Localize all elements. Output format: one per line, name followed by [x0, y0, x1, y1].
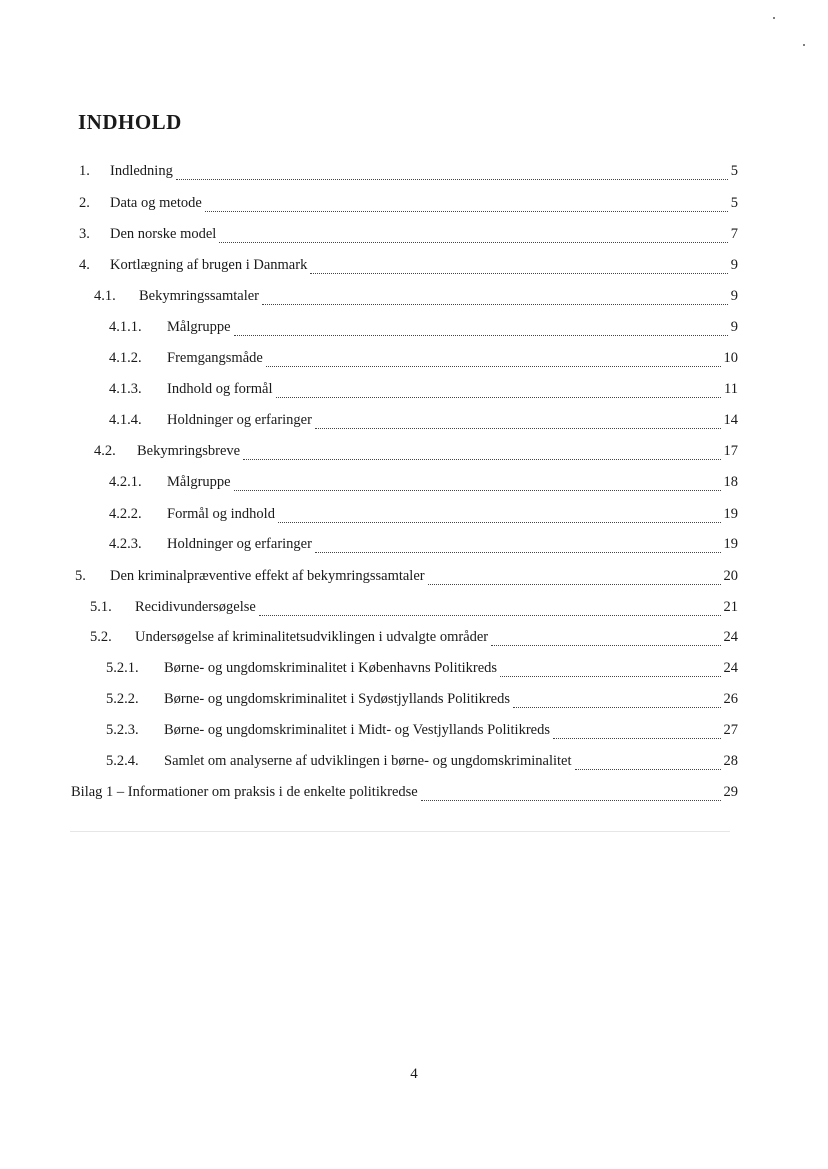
- dot-leader: [500, 676, 720, 677]
- toc-entry[interactable]: [94, 443, 738, 465]
- toc-entry[interactable]: [79, 226, 738, 248]
- dot-leader: [176, 179, 728, 180]
- toc-entry-page: 14: [723, 412, 738, 428]
- toc-entry[interactable]: [106, 722, 738, 744]
- toc-entry-label: Formål og indhold: [167, 506, 275, 522]
- toc-entry-number: 4.: [79, 257, 90, 273]
- toc-entry-page: 24: [723, 660, 738, 676]
- toc-entry-page: 26: [723, 691, 738, 707]
- toc-entry-label: Målgruppe: [167, 319, 231, 335]
- toc-entry[interactable]: [109, 474, 738, 496]
- toc-entry-label: Recidivundersøgelse: [135, 599, 256, 615]
- toc-entry-page: 9: [730, 288, 738, 304]
- toc-entry-number: 4.2.3.: [109, 536, 142, 552]
- dot-leader: [310, 273, 727, 274]
- toc-entry-label: Den kriminalpræventive effekt af bekymringssamtaler: [110, 568, 425, 584]
- dot-leader: [266, 366, 721, 367]
- toc-entry[interactable]: [75, 568, 738, 590]
- toc-entry-page: 17: [723, 443, 738, 459]
- toc-entry-label: Undersøgelse af kriminalitetsudviklingen i udvalgte områder: [135, 629, 489, 645]
- toc-entry[interactable]: [90, 629, 738, 651]
- toc-entry-number: 5.2.1.: [106, 660, 139, 676]
- toc-entry-label: Kortlægning af brugen i Danmark: [110, 257, 308, 273]
- toc-entry-number: 4.1.2.: [109, 350, 142, 366]
- toc-entry[interactable]: [79, 195, 738, 217]
- dot-leader: [553, 738, 721, 739]
- toc-entry[interactable]: [106, 660, 738, 682]
- toc-entry-page: 24: [723, 629, 738, 645]
- toc-entry-page: 27: [723, 722, 738, 738]
- toc-entry-label: Børne- og ungdomskriminalitet i Københavns Politikreds: [164, 660, 498, 676]
- toc-entry-page: 11: [724, 381, 738, 397]
- toc-entry-number: 5.: [75, 568, 86, 584]
- scan-speck: [773, 17, 775, 19]
- toc-entry[interactable]: [79, 163, 738, 185]
- toc-entry-page: 9: [730, 319, 738, 335]
- page-number: 4: [410, 1066, 418, 1082]
- dot-leader: [259, 615, 721, 616]
- toc-entry-label: Den norske model: [110, 226, 217, 242]
- dot-leader: [575, 769, 721, 770]
- toc-entry-number: 4.2.: [94, 443, 116, 459]
- toc-entry[interactable]: [79, 257, 738, 279]
- toc-entry-label: Målgruppe: [167, 474, 231, 490]
- toc-heading: INDHOLD: [78, 110, 182, 134]
- dot-leader: [315, 428, 721, 429]
- dot-leader: [243, 459, 720, 460]
- toc-entry-label: Holdninger og erfaringer: [167, 412, 312, 428]
- toc-entry[interactable]: [109, 350, 738, 372]
- toc-entry-number: 4.1.4.: [109, 412, 142, 428]
- toc-entry-label: Indhold og formål: [167, 381, 273, 397]
- toc-entry-page: 7: [730, 226, 738, 242]
- toc-entry-label: Bekymringssamtaler: [139, 288, 260, 304]
- dot-leader: [262, 304, 728, 305]
- scan-speck: [803, 44, 805, 46]
- toc-entry-number: 5.2.2.: [106, 691, 139, 707]
- toc-entry-number: 5.2.3.: [106, 722, 139, 738]
- toc-entry-number: 4.1.: [94, 288, 116, 304]
- toc-entry-page: 21: [723, 599, 738, 615]
- toc-entry-label: Indledning: [110, 163, 173, 179]
- toc-entry-page: 29: [723, 784, 738, 800]
- toc-entry-page: 5: [730, 195, 738, 211]
- dot-leader: [428, 584, 721, 585]
- dot-leader: [219, 242, 727, 243]
- toc-entry[interactable]: [106, 691, 738, 713]
- toc-entry-number: 4.2.1.: [109, 474, 142, 490]
- toc-entry-label: Fremgangsmåde: [167, 350, 263, 366]
- dot-leader: [278, 522, 721, 523]
- toc-entry-number: 5.1.: [90, 599, 112, 615]
- toc-entry-label: Bekymringsbreve: [137, 443, 241, 459]
- toc-entry[interactable]: [71, 784, 738, 806]
- toc-entry[interactable]: [109, 536, 738, 558]
- toc-entry[interactable]: [109, 381, 738, 403]
- dot-leader: [234, 335, 728, 336]
- toc-entry-number: 4.1.3.: [109, 381, 142, 397]
- dot-leader: [421, 800, 721, 801]
- toc-entry-label: Børne- og ungdomskriminalitet i Midt- og Vestjyllands Politikreds: [164, 722, 550, 738]
- dot-leader: [205, 211, 728, 212]
- toc-entry[interactable]: [109, 412, 738, 434]
- toc-entry-page: 20: [723, 568, 738, 584]
- toc-entry[interactable]: [106, 753, 738, 775]
- toc-entry-label: Børne- og ungdomskriminalitet i Sydøstjyllands Politikreds: [164, 691, 510, 707]
- toc-entry-label: Data og metode: [110, 195, 202, 211]
- toc-entry-number: 4.2.2.: [109, 506, 142, 522]
- toc-entry-number: 5.2.4.: [106, 753, 139, 769]
- toc-entry[interactable]: [109, 506, 738, 528]
- toc-entry-number: 4.1.1.: [109, 319, 142, 335]
- toc-entry-label: Holdninger og erfaringer: [167, 536, 312, 552]
- toc-entry-page: 9: [730, 257, 738, 273]
- toc-entry-label: Bilag 1 – Informationer om praksis i de enkelte politikredse: [71, 784, 418, 800]
- toc-entry[interactable]: [109, 319, 738, 341]
- dot-leader: [315, 552, 721, 553]
- toc-entry-number: 3.: [79, 226, 90, 242]
- toc-entry-label: Samlet om analyserne af udviklingen i børne- og ungdomskriminalitet: [164, 753, 572, 769]
- toc-entry-page: 28: [723, 753, 738, 769]
- dot-leader: [276, 397, 722, 398]
- dot-leader: [513, 707, 721, 708]
- toc-entry-page: 18: [723, 474, 738, 490]
- toc-entry-number: 2.: [79, 195, 90, 211]
- toc-entry-number: 5.2.: [90, 629, 112, 645]
- toc-entry-page: 5: [730, 163, 738, 179]
- divider: [70, 831, 730, 832]
- toc-entry[interactable]: [90, 599, 738, 621]
- toc-entry-number: 1.: [79, 163, 90, 179]
- toc-entry-page: 19: [723, 536, 738, 552]
- toc-entry-page: 19: [723, 506, 738, 522]
- dot-leader: [234, 490, 721, 491]
- dot-leader: [491, 645, 720, 646]
- toc-entry[interactable]: [94, 288, 738, 310]
- toc-entry-page: 10: [723, 350, 738, 366]
